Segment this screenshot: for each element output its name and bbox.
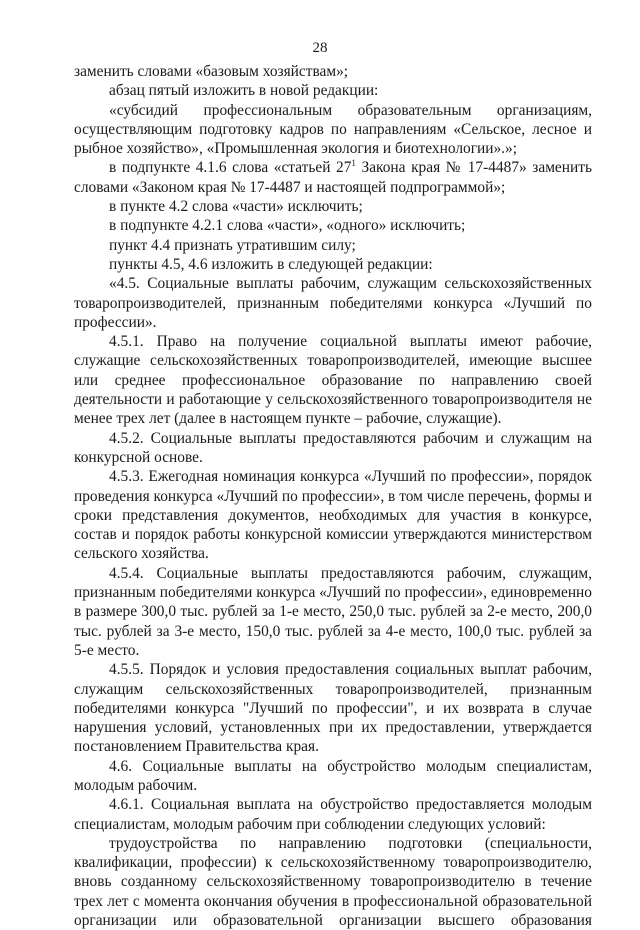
paragraph: в подпункте 4.2.1 слова «части», «одного» исключить; [109,217,466,235]
paragraph: пункты 4.5, 4.6 изложить в следующей редакции: [109,255,433,273]
paragraph: в пункте 4.2 слова «части» исключить; [109,198,363,216]
paragraph: 4.5.5. Порядок и условия предоставления социальных выплат рабочим, служащим сельскохозяйственных товаропроизводителей, признанным победителями конкурса "Лучший по профессии", и их возврата в случае нарушения условий, установленных при их предоставлении, утверждается постановлением Правительства края. [74,661,592,756]
superscript: 1 [351,158,356,169]
paragraph: пункт 4.4 признать утратившим силу; [109,236,356,254]
paragraph: «субсидий профессиональным образовательным организациям, осуществляющим подготовку кадров по направлениям «Сельское, лесное и рыбное хозяйство», «Промышленная экология и биотехнологии».»; [74,101,592,158]
paragraph-text-after: Закона края № 17-4487» заменить словами «Законом края № 17-4487 и настоящей подпрограммой»; [74,159,592,196]
page-number: 28 [312,40,328,56]
paragraph: 4.5.2. Социальные выплаты предоставляются рабочим и служащим на конкурсной основе. [74,429,592,466]
paragraph: 4.5.3. Ежегодная номинация конкурса «Лучший по профессии», порядок проведения конкурса «Лучший по профессии», в том числе перечень, формы и сроки представления документов, необходимых для участия в конкурсе, состав и порядок работы конкурсной комиссии утверждаются министерством сельского хозяйства. [74,468,592,563]
paragraph: заменить словами «базовым хозяйствам»; [74,63,349,80]
document-body [74,62,592,930]
paragraph: 4.5.4. Социальные выплаты предоставляются рабочим, служащим, признанным победителями конкурса «Лучший по профессии», единовременно в размере 300,0 тыс. рублей за 1-е место, 250,0 тыс. рублей за 2-е место, 200,0 тыс. рублей за 3-е место, 150,0 тыс. рублей за 4-е место, 100,0 тыс. рублей за 5-е место. [74,564,592,659]
paragraph: трудоустройства по направлению подготовки (специальности, квалификации, профессии) к сельскохозяйственному товаропроизводителю, вновь созданному сельскохозяйственному товаропроизводителю в течение трех лет с момента окончания обучения в профессиональной образовательной организации или образовательной организации высшего образования [74,834,592,930]
paragraph-text-before: в подпункте 4.1.6 слова «статьей 27 [109,159,352,177]
paragraph: абзац пятый изложить в новой редакции: [109,82,379,100]
paragraph: 4.5.1. Право на получение социальной выплаты имеют рабочие, служащие сельскохозяйственных товаропроизводителей, имеющие высшее или среднее профессиональное образование по направлению своей деятельности и работающие у сельскохозяйственного товаропроизводителя не менее трех лет (далее в настоящем пункте – рабочие, служащие). [74,333,592,428]
paragraph: 4.6. Социальные выплаты на обустройство молодым специалистам, молодым рабочим. [74,757,592,794]
paragraph: «4.5. Социальные выплаты рабочим, служащим сельскохозяйственных товаропроизводителей, признанным победителями конкурса «Лучший по профессии». [74,275,592,331]
paragraph: 4.6.1. Социальная выплата на обустройство предоставляется молодым специалистам, молодым рабочим при соблюдении следующих условий: [74,796,592,833]
paragraph [74,158,592,197]
